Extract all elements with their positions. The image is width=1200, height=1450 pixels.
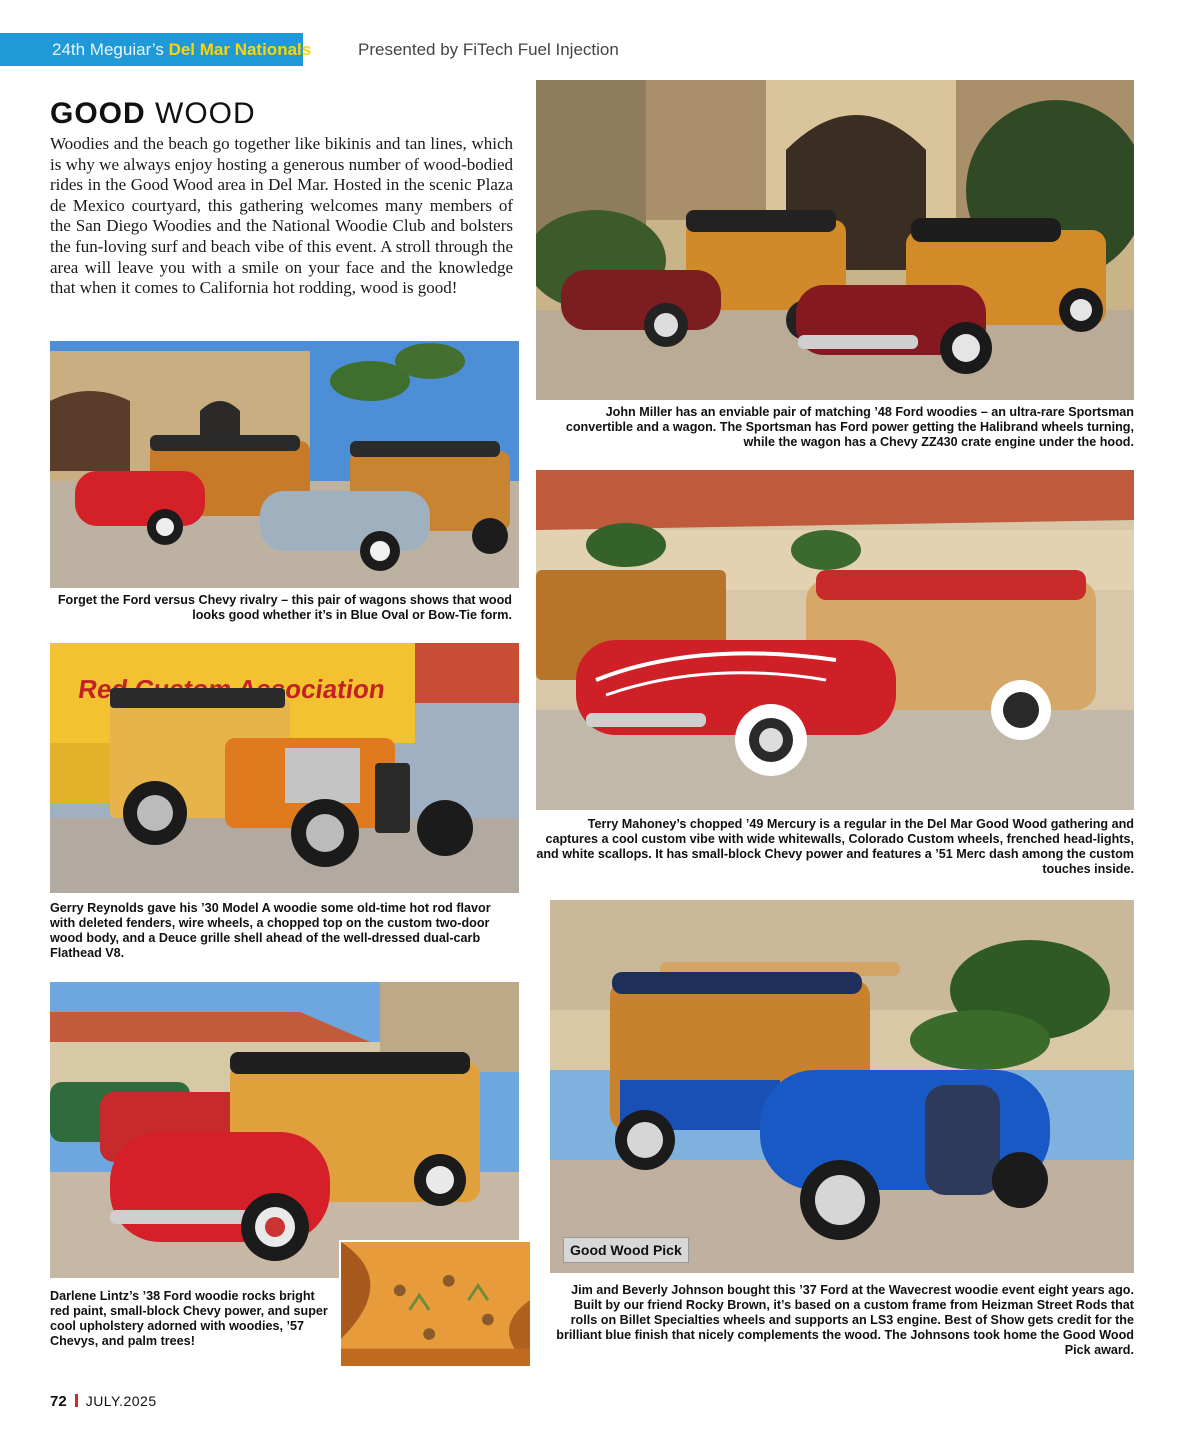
title-bold: GOOD: [50, 97, 146, 130]
caption-mahoney: Terry Mahoney’s chopped ’49 Mercury is a regular in the Del Mar Good Wood gathering and captures a cool custom vibe with wide whitewalls, Colorado Custom wheels, frenched head-lights, and white scallops. It has small-block Chevy power and features a ’51 Merc dash among the custom touches inside.: [536, 817, 1134, 876]
photo-upholstery-detail: [339, 1240, 532, 1368]
page-folio: [50, 1393, 157, 1410]
photo-miller-woodies: [536, 80, 1134, 400]
article-intro: Woodies and the beach go together like bikinis and tan lines, which is why we always enjoy hosting a generous number of wood-bodied rides in the Good Wood area in Del Mar. Hosted in the scenic Plaza de Mexico courtyard, this gathering welcomes many members of the San Diego Woodies and the National Woodie Club and bolsters the fun-loving surf and beach vibe of this event. A stroll through the area will leave you with a smile on your face and the knowledge that when it comes to California hot rodding, wood is good!: [50, 134, 513, 298]
good-wood-pick-badge: Good Wood Pick: [563, 1237, 689, 1263]
photo-mahoney-mercury: [536, 470, 1134, 810]
caption-johnson: Jim and Beverly Johnson bought this ’37 Ford at the Wavecrest woodie event eight years ago. Built by our friend Rocky Brown, it’s based on a custom frame from Heizman Street Rods that rolls on Billet Specialties wheels and supports an LS3 engine. Best of Show gets credit for the brilliant blue finish that nicely complements the wood. The Johnsons took home the Good Wood Pick award.: [556, 1283, 1134, 1357]
presented-by: Presented by FiTech Fuel Injection: [358, 40, 619, 59]
running-header: [52, 40, 619, 60]
caption-rivalry: Forget the Ford versus Chevy rivalry – this pair of wagons shows that wood looks good whether it’s in Blue Oval or Bow-Tie form.: [57, 593, 512, 622]
page-number: 72: [50, 1393, 67, 1410]
caption-lintz: Darlene Lintz’s ’38 Ford woodie rocks bright red paint, small-block Chevy power, and super cool upholstery adorned with woodies, ’57 Chevys, and palm trees!: [50, 1289, 328, 1348]
photo-johnson-37-ford: [550, 900, 1134, 1273]
club-banner-text: Red Association: [76, 674, 388, 704]
caption-reynolds: Gerry Reynolds gave his ’30 Model A woodie some old-time hot rod flavor with deleted fenders, wire wheels, a chopped top on the custom two-door wood body, and a Deuce grille shell ahead of the well-dressed dual-carb Flathead V8.: [50, 901, 491, 960]
photo-reynolds-model-a: [50, 643, 519, 893]
article-title: [50, 96, 256, 132]
folio-divider: [75, 1394, 78, 1407]
title-light: WOOD: [145, 97, 256, 130]
photo-lintz-38-ford: [50, 982, 519, 1278]
photo-ford-chevy-wagons: [50, 341, 519, 588]
event-prefix: 24th Meguiar’s: [52, 40, 169, 59]
issue-date: JULY.2025: [85, 1393, 157, 1409]
caption-miller: John Miller has an enviable pair of matching ’48 Ford woodies – an ultra-rare Sportsman convertible and a wagon. The Sportsman has Ford power getting the Halibrand wheels turning, while the wagon has a Chevy ZZ430 crate engine under the hood.: [565, 405, 1134, 449]
event-name: Del Mar Nationals: [168, 40, 312, 59]
